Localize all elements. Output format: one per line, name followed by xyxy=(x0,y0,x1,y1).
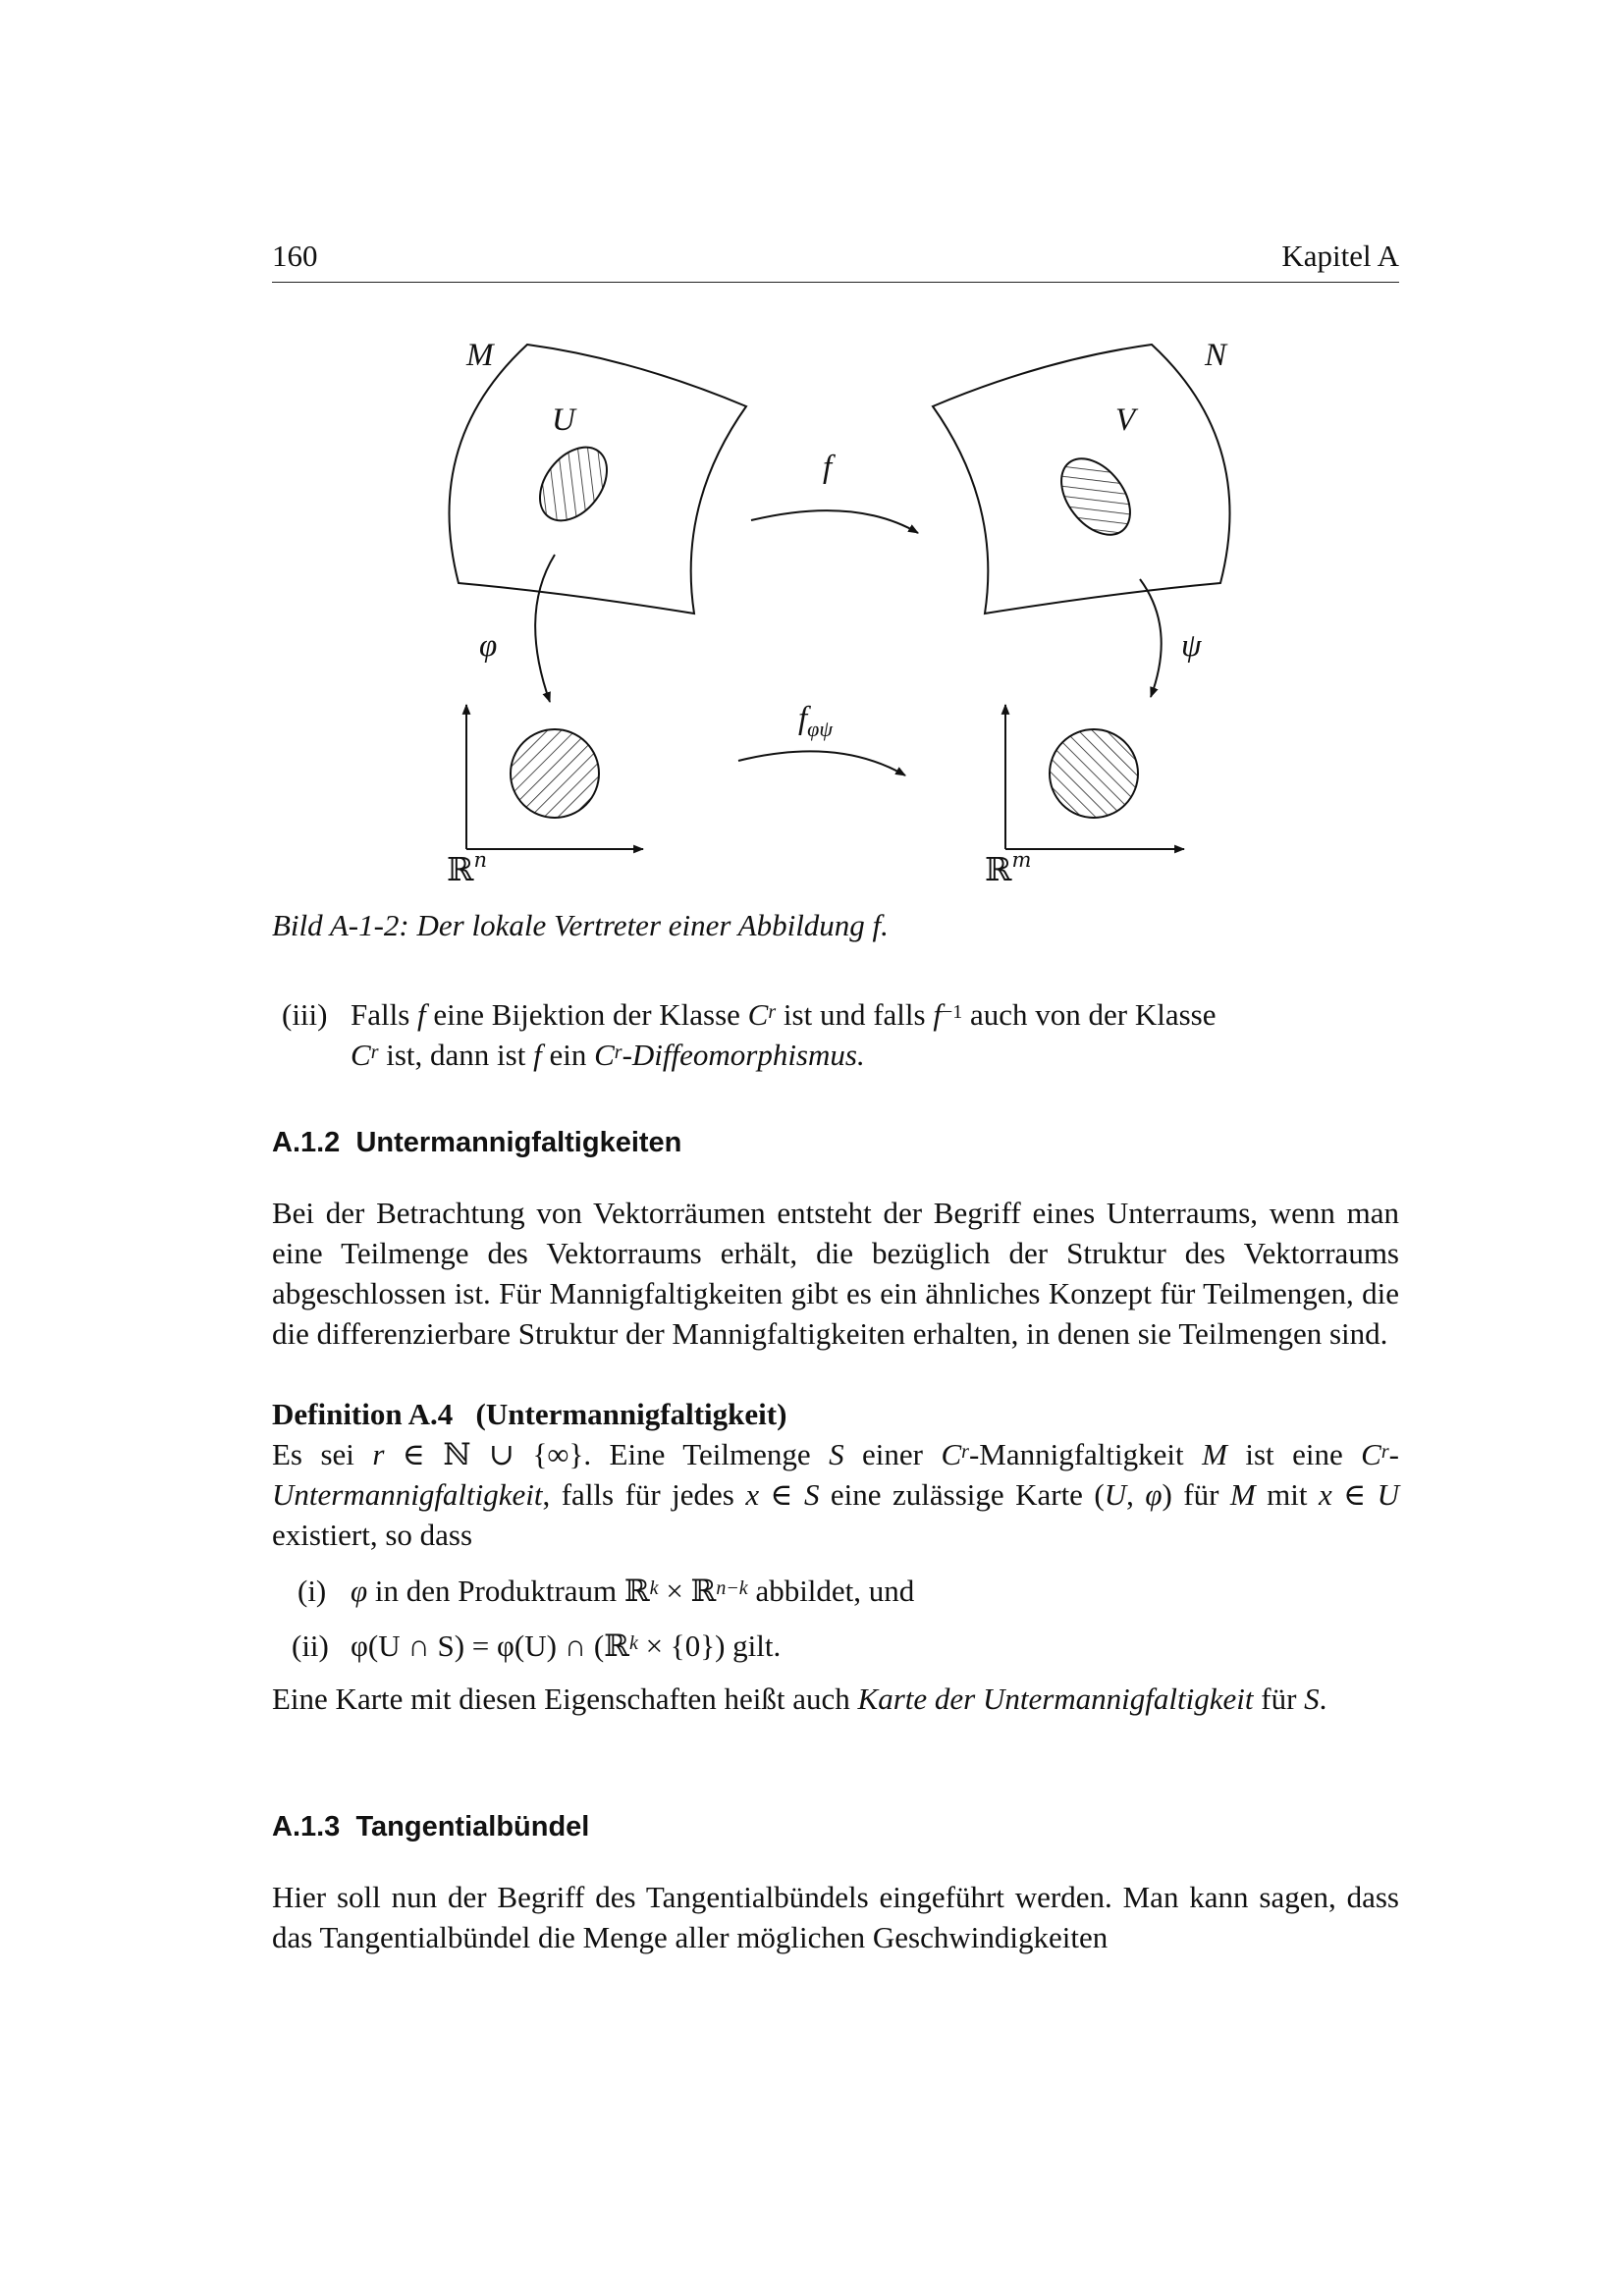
list-item-ii: (ii) φ(U ∩ S) = φ(U) ∩ (ℝ$^k$ × {0}) gilt. xyxy=(292,1629,782,1663)
paragraph-intro: Bei der Betrachtung von Vektorräumen entsteht der Begriff eines Unterraums, wenn man eine Teilmenge des Vektorraums erhält, die bezüglich der Struktur des Vektorraums abgeschlossen ist. Für Mannigfaltigkeiten gibt es ein ähnliches Konzept für Teilmengen, die die differenzierbare Struktur der Mannigfaltigkeiten erhalten, in denen sie Teilmengen sind. xyxy=(272,1196,1399,1351)
definition-A4: Definition A.4 (Untermannigfaltigkeit) Es sei r ∈ ℕ ∪ {∞}. Eine Teilmenge S einer $C^r$-Mannigfaltigkeit M ist eine $C^r$-Untermannigfaltigkeit, falls für jedes x ∈ S eine zulässige Karte (U, φ) für M mit x ∈ U existiert, so dass xyxy=(272,1397,1400,1552)
section-heading-A13: A.1.3 Tangentialbündel xyxy=(272,1811,590,1842)
label-psi: ψ xyxy=(1181,628,1202,664)
open-set-V xyxy=(1048,446,1144,548)
arrow-psi xyxy=(1140,579,1162,697)
label-M: M xyxy=(466,338,494,373)
label-phi: φ xyxy=(479,628,498,664)
page-number: 160 xyxy=(272,239,318,273)
arrow-phi xyxy=(535,555,555,702)
arrow-f-phipsi xyxy=(738,751,905,775)
item-marker: (iii) xyxy=(282,997,328,1032)
arrow-f xyxy=(751,510,918,533)
term-untermannigfaltigkeit: Untermannigfaltigkeit xyxy=(272,1477,543,1512)
figure-caption: Bild A-1-2: Der lokale Vertreter einer Abbildung f. xyxy=(272,908,889,942)
label-f-phipsi: $f_{\varphi\psi}$ xyxy=(798,701,834,741)
term-karte: Karte der Untermannigfaltigkeit xyxy=(857,1682,1254,1716)
open-set-U xyxy=(526,435,621,534)
image-disc-Rm xyxy=(1050,729,1138,818)
definition-name: (Untermannigfaltigkeit) xyxy=(475,1397,787,1431)
label-U: U xyxy=(552,402,575,438)
paragraph-karte: Eine Karte mit diesen Eigenschaften heißt auch Karte der Untermannigfaltigkeit für S. xyxy=(272,1682,1327,1716)
section-heading-A12: A.1.2 Untermannigfaltigkeiten xyxy=(272,1127,682,1158)
figure-local-representative xyxy=(0,0,1623,903)
paragraph-tangent: Hier soll nun der Begriff des Tangentialbündels eingeführt werden. Man kann sagen, dass das Tangentialbündel die Menge aller möglichen Geschwindigkeiten xyxy=(272,1880,1399,1954)
term-diffeomorphism: -Diffeomorphismus. xyxy=(622,1038,865,1072)
label-N: N xyxy=(1205,338,1227,373)
label-f: f xyxy=(823,450,833,485)
definition-label: Definition A.4 xyxy=(272,1397,454,1431)
image-disc-Rn xyxy=(511,729,599,818)
chapter-title: Kapitel A xyxy=(1281,239,1399,273)
label-Rn: ℝ$^n$ xyxy=(447,848,487,888)
label-Rm: ℝ$^m$ xyxy=(985,848,1032,888)
label-V: V xyxy=(1115,402,1136,438)
list-item-iii: (iii) Falls f eine Bijektion der Klasse $C^r$ ist und falls $f^{-1}$ auch von der Klasse $C^r$ ist, dann ist f ein $C^r$-Diffeomorphismus. xyxy=(282,994,1399,1075)
list-item-i: (i) φ in den Produktraum ℝ$^k$ × ℝ$^{n-k}$ abbildet, und xyxy=(298,1574,915,1608)
